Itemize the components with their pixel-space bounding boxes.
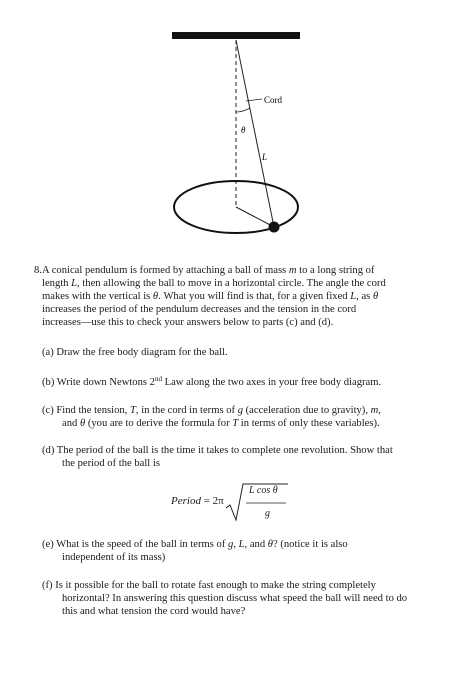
intro-line-4: increases the period of the pendulum decreases and the tension in the cord bbox=[42, 304, 357, 315]
formula-denominator: g bbox=[265, 508, 270, 519]
part-f-line-3: this and what tension the cord would have? bbox=[62, 606, 246, 617]
part-e-line-2: independent of its mass) bbox=[62, 552, 166, 563]
superscript: nd bbox=[154, 375, 162, 383]
text: Law along the two axes in your free body diagram. bbox=[161, 377, 382, 388]
formula-lhs bbox=[171, 495, 224, 507]
part-d-line-1: (d) The period of the ball is the time it takes to complete one revolution. Show that bbox=[42, 445, 393, 456]
text: ? (notice it is also bbox=[273, 539, 348, 550]
text: , in the cord in terms of bbox=[135, 405, 238, 416]
var-m: m bbox=[370, 405, 379, 416]
formula-numerator: L cos θ bbox=[249, 485, 278, 496]
part-c-line-2 bbox=[62, 417, 380, 430]
conical-pendulum-diagram bbox=[0, 0, 474, 250]
ceiling-bar bbox=[172, 32, 300, 39]
text: , bbox=[378, 405, 381, 416]
text: and bbox=[62, 418, 80, 429]
text: (b) Write down Newtons 2 bbox=[42, 377, 155, 388]
text: , and bbox=[244, 539, 268, 550]
theta-label: θ bbox=[241, 125, 246, 135]
part-d-line-2: the period of the ball is bbox=[62, 458, 160, 469]
part-e-line-1 bbox=[42, 538, 348, 551]
part-f-line-1: (f) Is it possible for the ball to rotate fast enough to make the string completely bbox=[42, 580, 376, 591]
formula-label: Period bbox=[171, 495, 201, 507]
text: (you are to derive the formula for bbox=[85, 418, 233, 429]
var-theta: θ bbox=[372, 291, 379, 302]
text: (c) Find the tension, bbox=[42, 405, 130, 416]
intro-line-2 bbox=[42, 277, 386, 290]
pendulum-ball bbox=[269, 222, 280, 233]
text: length bbox=[42, 278, 72, 289]
var-T: T bbox=[129, 405, 136, 416]
var-L: L bbox=[71, 278, 78, 289]
question-number: 8. bbox=[34, 265, 42, 276]
length-label: L bbox=[262, 152, 268, 162]
cord-label: Cord bbox=[264, 95, 282, 105]
theta-arc bbox=[236, 108, 250, 112]
var-g: g bbox=[237, 405, 243, 416]
part-f-line-2: horizontal? In answering this question discuss what speed the ball will need to do bbox=[62, 593, 408, 604]
text: to a long string of bbox=[296, 265, 375, 276]
intro-line-5: increases—use this to check your answers below to parts (c) and (d). bbox=[42, 317, 334, 328]
intro-line-3 bbox=[42, 290, 378, 303]
text: , then allowing the ball to move in a horizontal circle. The angle the cord bbox=[77, 278, 386, 289]
var-L: L bbox=[238, 539, 245, 550]
formula-equals: = 2π bbox=[200, 495, 224, 507]
text: . What you will find is that, for a given fixed bbox=[158, 291, 351, 302]
var-g: g bbox=[228, 539, 234, 550]
text: (e) What is the speed of the ball in terms of bbox=[42, 539, 229, 550]
intro-line-1 bbox=[42, 264, 374, 277]
text: A conical pendulum is formed by attaching a ball of mass bbox=[42, 265, 289, 276]
period-formula bbox=[171, 480, 301, 524]
text: (acceleration due to gravity), bbox=[242, 405, 371, 416]
var-L: L bbox=[350, 291, 357, 302]
var-theta: θ bbox=[152, 291, 159, 302]
part-b bbox=[42, 376, 381, 389]
text: , as bbox=[356, 291, 373, 302]
var-T: T bbox=[232, 418, 239, 429]
var-m: m bbox=[288, 265, 297, 276]
part-c-line-1 bbox=[42, 404, 381, 417]
text: makes with the vertical is bbox=[42, 291, 153, 302]
text: , bbox=[233, 539, 239, 550]
var-theta: θ bbox=[267, 539, 273, 550]
var-theta: θ bbox=[79, 418, 86, 429]
radius-line bbox=[236, 207, 274, 227]
text: in terms of only these variables). bbox=[238, 418, 380, 429]
part-a: (a) Draw the free body diagram for the ball. bbox=[42, 347, 228, 358]
